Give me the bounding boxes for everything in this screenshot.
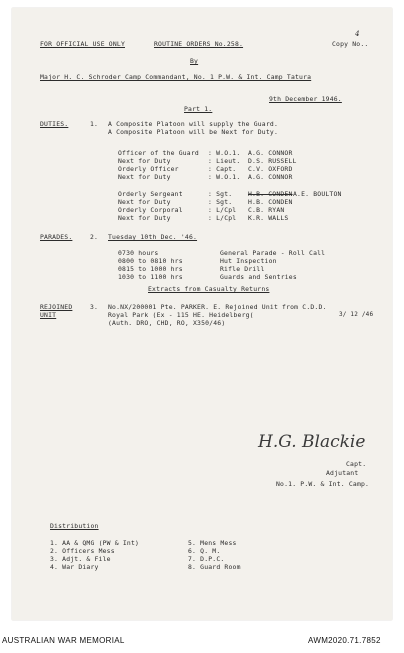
part-heading: Part 1. xyxy=(184,105,213,113)
rejoined-line-3: (Auth. DRO, CHD, RO, X350/46) xyxy=(108,319,226,327)
issuer-line: Major H. C. Schroder Camp Commandant, No. 1 P.W. & Int. Camp Tatura xyxy=(40,73,312,81)
distribution-heading: Distribution xyxy=(50,522,99,530)
footer-accession: AWM2020.71.7852 xyxy=(308,636,381,645)
duty-name: C.V. OXFORD xyxy=(248,165,293,173)
duty-name: C.B. RYAN xyxy=(248,206,285,214)
parade-time: 1030 to 1100 hrs xyxy=(118,273,183,281)
parade-event: General Parade - Roll Call xyxy=(220,249,326,257)
duty-name: H.B. CONDEN xyxy=(248,190,293,198)
extracts-heading: Extracts from Casualty Returns xyxy=(148,285,270,293)
distribution-item: 8. Guard Room xyxy=(188,563,241,571)
duty-name: K.R. WALLS xyxy=(248,214,289,222)
duty-name: D.S. RUSSELL xyxy=(248,157,297,165)
by-label: By xyxy=(190,57,199,65)
distribution-item: 2. Officers Mess xyxy=(50,547,115,555)
parades-label: PARADES. xyxy=(40,233,73,241)
distribution-item: 1. AA & QMG (PW & Int) xyxy=(50,539,140,547)
duty-role: Orderly Sergeant xyxy=(118,190,183,198)
classification-header: FOR OFFICIAL USE ONLY xyxy=(40,40,125,48)
distribution-item: 5. Mens Mess xyxy=(188,539,237,547)
document-page xyxy=(12,8,392,620)
parades-number: 2. xyxy=(90,233,99,241)
rejoined-label: REJOINED xyxy=(40,303,73,311)
duty-rank: : Sgt. xyxy=(208,190,233,198)
parades-day: Tuesday 10th Dec. '46. xyxy=(108,233,198,241)
distribution-item: 7. D.P.C. xyxy=(188,555,225,563)
duty-rank: : Lieut. xyxy=(208,157,241,165)
duty-role: Next for Duty xyxy=(118,157,171,165)
distribution-item: 3. Adjt. & File xyxy=(50,555,111,563)
rejoined-line-1: No.NX/200001 Pte. PARKER. E. Rejoined Unit from C.D.D. xyxy=(108,303,327,311)
duty-name: A.G. CONNOR xyxy=(248,149,293,157)
parade-event: Guards and Sentries xyxy=(220,273,297,281)
duty-rank: : Capt. xyxy=(208,165,237,173)
duties-line-2: A Composite Platoon will be Next for Duty. xyxy=(108,128,278,136)
rejoined-line-2: Royal Park (Ex - 115 HE. Heidelberg( xyxy=(108,311,254,319)
copy-number: 4 xyxy=(355,29,360,38)
duty-name: H.B. CONDEN xyxy=(248,198,293,206)
signature-rank: Capt. xyxy=(346,460,367,468)
parade-event: Rifle Drill xyxy=(220,265,265,273)
parade-time: 0815 to 1000 hrs xyxy=(118,265,183,273)
duties-label: DUTIES. xyxy=(40,120,69,128)
distribution-item: 4. War Diary xyxy=(50,563,99,571)
duty-role: Next for Duty xyxy=(118,173,171,181)
orders-number: ROUTINE ORDERS No.258. xyxy=(154,40,244,48)
duty-role: Orderly Officer xyxy=(118,165,179,173)
order-date: 9th December 1946. xyxy=(269,95,342,103)
duty-role: Orderly Corporal xyxy=(118,206,183,214)
duty-name: A.G. CONNOR xyxy=(248,173,293,181)
distribution-item: 6. Q. M. xyxy=(188,547,221,555)
duties-line-1: A Composite Platoon will supply the Guard. xyxy=(108,120,278,128)
duty-rank: : L/Cpl xyxy=(208,214,237,222)
unit-label: UNIT xyxy=(40,311,57,319)
signature-title: Adjutant xyxy=(326,469,359,477)
duty-role: Next for Duty xyxy=(118,214,171,222)
duty-role: Officer of the Guard xyxy=(118,149,199,157)
duty-rank: : Sgt. xyxy=(208,198,233,206)
duty-name-replacement: A.E. BOULTON xyxy=(293,190,342,198)
duty-rank: : W.O.1. xyxy=(208,149,241,157)
duty-role: Next for Duty xyxy=(118,198,171,206)
copy-label: Copy No.. xyxy=(332,40,369,48)
parade-time: 0730 hours xyxy=(118,249,159,257)
parade-time: 0800 to 0810 hrs xyxy=(118,257,183,265)
parade-event: Hut Inspection xyxy=(220,257,277,265)
duties-number: 1. xyxy=(90,120,99,128)
duty-rank: : W.O.1. xyxy=(208,173,241,181)
signature-unit: No.1. P.W. & Int. Camp. xyxy=(276,480,370,488)
rejoined-number: 3. xyxy=(90,303,99,311)
footer-source: AUSTRALIAN WAR MEMORIAL xyxy=(2,636,125,645)
adjutant-signature: H.G. Blackie xyxy=(258,432,366,452)
rejoined-date: 3/ 12 /46 xyxy=(339,311,374,318)
duty-rank: : L/Cpl xyxy=(208,206,237,214)
